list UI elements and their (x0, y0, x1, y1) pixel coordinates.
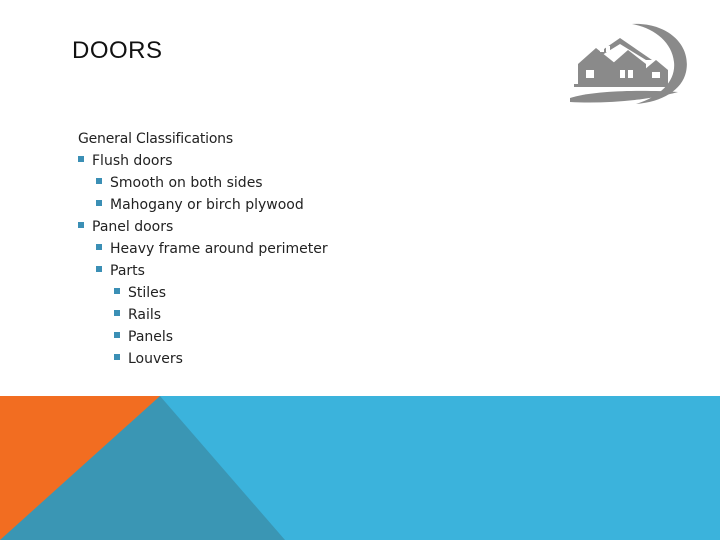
bullet-square-icon (114, 332, 120, 338)
list-item: Mahogany or birch plywood (78, 194, 598, 216)
list-item: Panels (78, 326, 598, 348)
bullet-square-icon (96, 266, 102, 272)
list-item: Stiles (78, 282, 598, 304)
bullet-square-icon (96, 200, 102, 206)
bullet-square-icon (78, 156, 84, 162)
bullet-square-icon (114, 354, 120, 360)
slide-title: DOORS (72, 37, 163, 64)
list-item: Panel doors (78, 216, 598, 238)
list-item: Heavy frame around perimeter (78, 238, 598, 260)
bullet-square-icon (114, 310, 120, 316)
list-item: Rails (78, 304, 598, 326)
list-item: Flush doors (78, 150, 598, 172)
house-logo-icon (566, 20, 690, 108)
list-item: Smooth on both sides (78, 172, 598, 194)
list-item: Parts (78, 260, 598, 282)
bullet-square-icon (114, 288, 120, 294)
content-body (78, 128, 598, 370)
list-item: Louvers (78, 348, 598, 370)
bullet-square-icon (96, 244, 102, 250)
content-heading: General Classifications (78, 131, 233, 147)
bullet-square-icon (78, 222, 84, 228)
bullet-square-icon (96, 178, 102, 184)
decorative-band (0, 396, 720, 540)
bullet-list (78, 150, 598, 370)
